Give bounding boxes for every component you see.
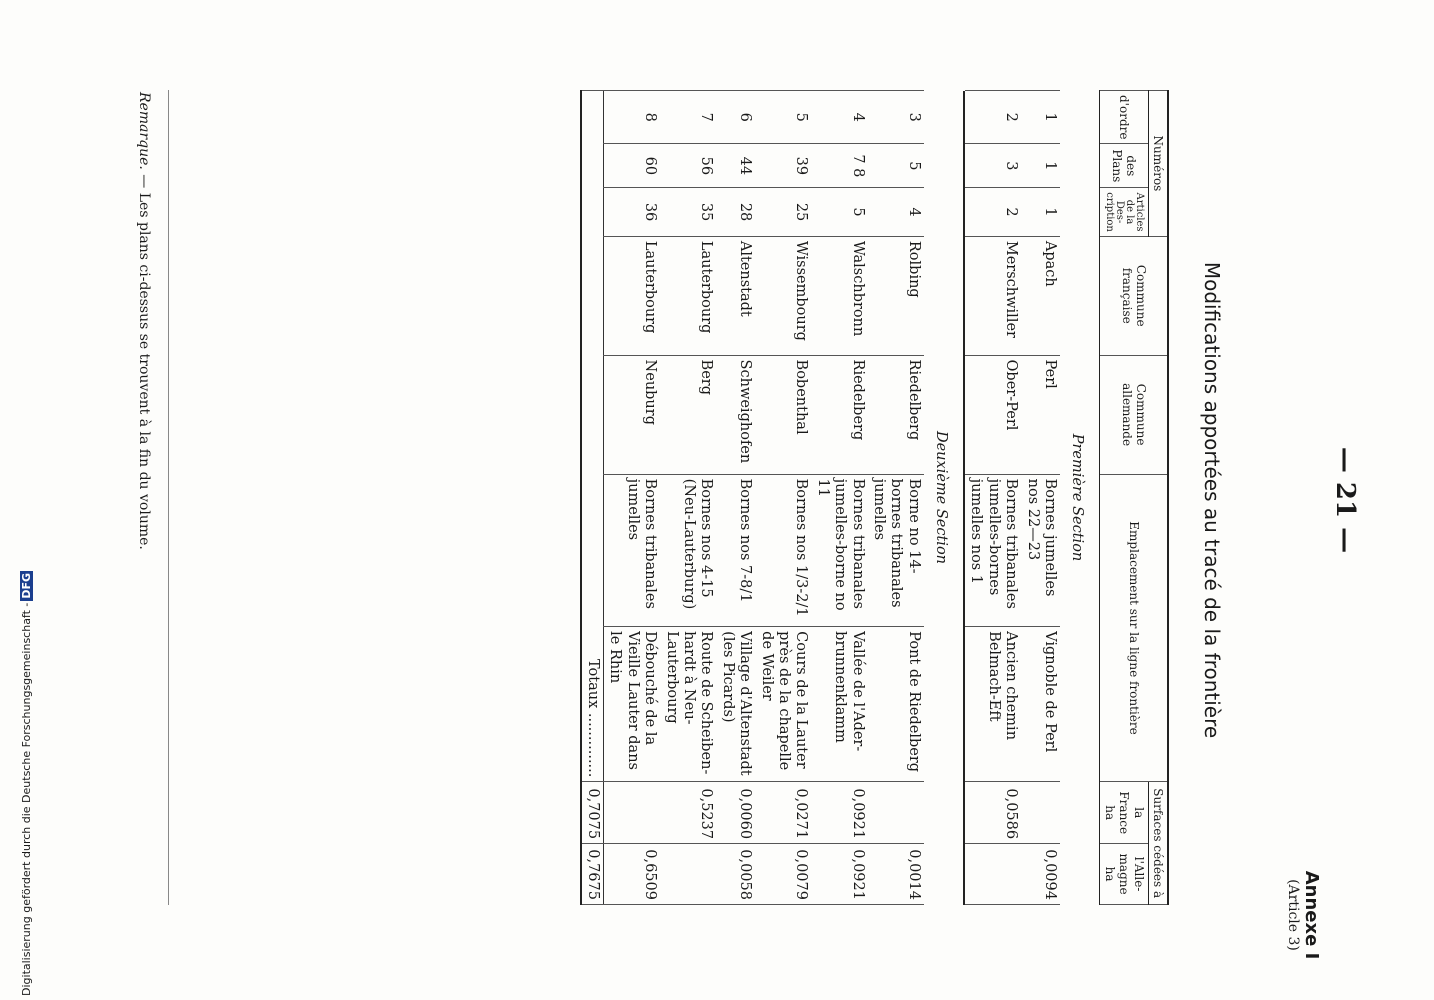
commune-fr-cell: Lauterbourg xyxy=(604,236,661,355)
plans-cell: 60 xyxy=(604,144,661,188)
dfg-logo: DFG xyxy=(20,572,33,599)
document-title: Modifications apportées au tracé de la frontière xyxy=(1200,261,1224,739)
section2-title: Deuxième Section xyxy=(933,430,950,565)
table-row xyxy=(604,91,661,905)
totals-label: Totaux .............. xyxy=(581,91,604,782)
bornes-cell: Bornes tribanales jumelles-bornes jumelles nos 1 xyxy=(965,474,1021,627)
plans-cell: 5 xyxy=(868,144,924,188)
plans-cell: 1 xyxy=(1021,144,1060,188)
table-row xyxy=(755,91,811,905)
section1-body xyxy=(965,91,1100,905)
ordre-cell: 2 xyxy=(965,91,1021,144)
lieu-cell: Pont de Riedelberg xyxy=(868,627,924,782)
surface-france-cell xyxy=(1021,782,1060,844)
commune-de-cell: Riedelberg xyxy=(868,355,924,474)
ordre-cell: 1 xyxy=(1021,91,1060,144)
remark-label: Remarque. xyxy=(136,92,152,170)
lieu-cell: Cours de la Lauter près de la chapelle de Weiler xyxy=(755,627,811,782)
header-allemagne xyxy=(1100,844,1148,905)
footer-rule xyxy=(168,90,169,905)
surface-allemagne-cell: 0,0079 xyxy=(755,844,811,905)
plans-cell: 56 xyxy=(660,144,716,188)
surface-allemagne-cell xyxy=(660,844,716,905)
commune-de-cell: Schweighofen xyxy=(716,355,755,474)
lieu-cell: Vignoble de Perl xyxy=(1021,627,1060,782)
plans-cell: 3 xyxy=(965,144,1021,188)
totals-france: 0,7075 xyxy=(581,782,604,844)
article-cell: 4 xyxy=(868,188,924,237)
table-row xyxy=(811,91,867,905)
bornes-cell: Bornes nos 7-8/1 xyxy=(716,474,755,627)
header-unit-fr: ha xyxy=(1102,805,1117,821)
page-number: — 21 — xyxy=(1330,446,1360,554)
surface-allemagne-cell: 0,6509 xyxy=(604,844,661,905)
table-row xyxy=(716,91,755,905)
ordre-cell: 3 xyxy=(868,91,924,144)
header-la-france xyxy=(1100,782,1148,844)
commune-de-cell: Berg xyxy=(660,355,716,474)
bornes-cell: Bornes nos 1/3-2/1 xyxy=(755,474,811,627)
surface-france-cell xyxy=(868,782,924,844)
header-la-france-label: la France xyxy=(1117,791,1146,835)
surface-france-cell: 0,5237 xyxy=(660,782,716,844)
table-row xyxy=(660,91,716,905)
surface-france-cell xyxy=(604,782,661,844)
commune-de-cell: Ober-Perl xyxy=(965,355,1021,474)
surface-france-cell: 0,0271 xyxy=(755,782,811,844)
totals-row xyxy=(581,91,604,905)
section1-title: Première Section xyxy=(1069,433,1086,562)
header-articles: Articles de la Des-cription xyxy=(1100,188,1148,237)
header-ordre: d'ordre xyxy=(1100,91,1148,144)
commune-fr-cell: Altenstadt xyxy=(716,236,755,355)
commune-de-cell: Perl xyxy=(1021,355,1060,474)
article-cell: 25 xyxy=(755,188,811,237)
article-cell: 2 xyxy=(965,188,1021,237)
commune-de-cell: Neuburg xyxy=(604,355,661,474)
commune-fr-cell: Apach xyxy=(1021,236,1060,355)
bornes-cell: Bornes jumelles nos 22—23 xyxy=(1021,474,1060,627)
surface-france-cell: 0,0060 xyxy=(716,782,755,844)
header-unit-de: ha xyxy=(1102,866,1117,882)
header-commune-allemande: Commune allemande xyxy=(1100,355,1168,474)
article-cell: 36 xyxy=(604,188,661,237)
annex-title: Annexe I xyxy=(1301,870,1322,960)
dfg-credit xyxy=(20,0,33,996)
surface-allemagne-cell: 0,0058 xyxy=(716,844,755,905)
ordre-cell: 4 xyxy=(811,91,867,144)
surface-france-cell: 0,0586 xyxy=(965,782,1021,844)
section-separator xyxy=(964,91,965,905)
table-row xyxy=(1021,91,1060,905)
table-row xyxy=(868,91,924,905)
remark xyxy=(136,92,152,550)
lieu-cell: Vallée de l'Ader-brunnenklamm xyxy=(811,627,867,782)
surface-allemagne-cell: 0,0014 xyxy=(868,844,924,905)
plans-cell: 7 8 xyxy=(811,144,867,188)
plans-cell: 39 xyxy=(755,144,811,188)
commune-fr-cell: Merschwiller xyxy=(965,236,1021,355)
totals-allemagne: 0,7675 xyxy=(581,844,604,905)
commune-fr-cell: Lauterbourg xyxy=(660,236,716,355)
lieu-cell: Route de Scheiben-hardt à Neu-Lauterbourg xyxy=(660,627,716,782)
header-emplacement: Emplacement sur la ligne frontière xyxy=(1100,474,1168,782)
table-row xyxy=(965,91,1021,905)
article-cell: 35 xyxy=(660,188,716,237)
commune-fr-cell: Walschbronn xyxy=(811,236,867,355)
header-numeros: Numéros xyxy=(1148,91,1168,237)
plans-cell: 44 xyxy=(716,144,755,188)
bornes-cell: Bornes tribanales jumelles xyxy=(604,474,661,627)
surface-allemagne-cell: 0,0921 xyxy=(811,844,867,905)
lieu-cell: Village d'Altenstadt (les Picards) xyxy=(716,627,755,782)
annex-label xyxy=(1285,840,1322,990)
surface-france-cell: 0,0921 xyxy=(811,782,867,844)
ordre-cell: 6 xyxy=(716,91,755,144)
commune-fr-cell: Rolbing xyxy=(868,236,924,355)
bornes-cell: Bornes nos 4-15 (Neu-Lauterburg) xyxy=(660,474,716,627)
header-surfaces: Surfaces cédées à xyxy=(1148,782,1168,905)
boundary-modifications-table xyxy=(580,90,1169,905)
dfg-credit-text: Digitalisierung gefördert durch die Deutsche Forschungsgemeinschaft - xyxy=(20,602,33,996)
lieu-cell: Ancien chemin Belmach-Eft xyxy=(965,627,1021,782)
header-commune-francaise: Commune française xyxy=(1100,236,1168,355)
ordre-cell: 8 xyxy=(604,91,661,144)
header-plans: des Plans xyxy=(1100,144,1148,188)
article-cell: 5 xyxy=(811,188,867,237)
article-cell: 1 xyxy=(1021,188,1060,237)
article-cell: 28 xyxy=(716,188,755,237)
ordre-cell: 5 xyxy=(755,91,811,144)
totals-body xyxy=(581,91,604,905)
bornes-cell: Borne no 14-bornes tribanales jumelles xyxy=(868,474,924,627)
header-allemagne-label: l'Alle-magne xyxy=(1117,853,1146,895)
bornes-cell: Bornes tribanales jumelles-borne no 11 xyxy=(811,474,867,627)
annex-article: (Article 3) xyxy=(1285,879,1301,951)
commune-de-cell: Riedelberg xyxy=(811,355,867,474)
commune-de-cell: Bobenthal xyxy=(755,355,811,474)
remark-text: — Les plans ci-dessus se trouvent à la fin du volume. xyxy=(136,169,152,550)
section2-body xyxy=(604,91,965,905)
ordre-cell: 7 xyxy=(660,91,716,144)
commune-fr-cell: Wissembourg xyxy=(755,236,811,355)
surface-allemagne-cell xyxy=(965,844,1021,905)
lieu-cell: Débouché de la Vieille Lauter dans le Rhin xyxy=(604,627,661,782)
surface-allemagne-cell: 0,0094 xyxy=(1021,844,1060,905)
